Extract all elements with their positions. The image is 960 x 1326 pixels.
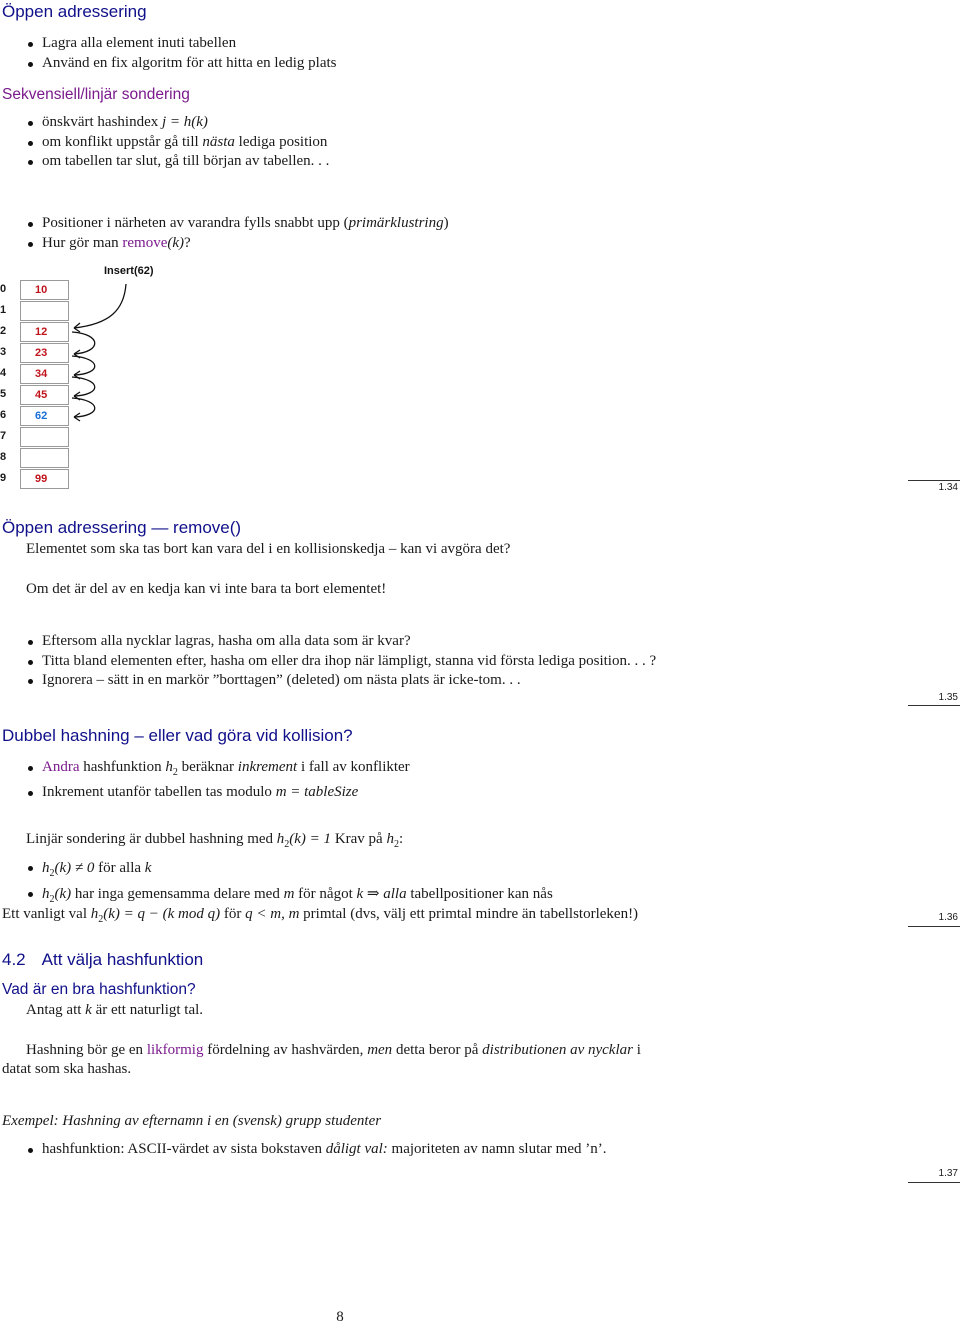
table-index: 6	[0, 409, 7, 421]
subscript: 2	[284, 839, 290, 850]
list-item: Ignorera – sätt in en markör ”borttagen” (deleted) om nästa plats är icke-tom. . .	[26, 671, 656, 691]
subscript: 2	[49, 868, 55, 879]
slide3-paragraph-1	[26, 830, 403, 855]
text: detta beror på	[392, 1042, 483, 1058]
table-cell: 23	[20, 343, 69, 363]
text: Positioner i närheten av varandra fylls snabbt upp (	[42, 215, 349, 231]
slide1-bullets-c	[26, 214, 449, 253]
text: :	[398, 831, 404, 847]
emphasis: Andra	[42, 759, 80, 775]
slide3-bullets-b	[26, 858, 553, 910]
slide-number: 1.36	[938, 912, 958, 923]
slide1-title: Öppen adressering	[2, 2, 147, 21]
text: fördelning av hashvärden,	[203, 1042, 368, 1058]
table-cell: 99	[20, 469, 69, 489]
math: k	[85, 1002, 92, 1018]
table-index: 4	[0, 367, 7, 379]
title-text: Öppen adressering —	[2, 518, 174, 537]
emphasis: nästa	[202, 133, 235, 150]
text: Linjär sondering är dubbel hashning med	[26, 831, 277, 847]
text: tabellpositioner kan nås	[406, 886, 553, 902]
list-item	[26, 133, 329, 153]
table-index: 7	[0, 430, 7, 442]
text: för något	[294, 886, 357, 902]
probe-arrows	[0, 262, 200, 494]
math: h	[386, 831, 394, 847]
slide-number: 1.35	[938, 692, 958, 703]
list-item	[26, 758, 410, 783]
text: för	[220, 906, 246, 922]
table-cell: 45	[20, 385, 69, 405]
slide3-bullets-a	[26, 758, 410, 802]
emphasis: inkrement	[237, 759, 298, 775]
math: (k) = 1	[289, 831, 332, 847]
table-cell: 62	[20, 406, 69, 426]
list-item	[26, 113, 329, 133]
emphasis: men	[367, 1042, 393, 1058]
divider	[908, 1182, 960, 1183]
text: hashfunktion	[79, 759, 166, 775]
text: Inkrement utanför tabellen tas modulo	[42, 783, 276, 800]
subscript: 2	[172, 767, 178, 778]
list-item: om tabellen tar slut, gå till början av tabellen. . .	[26, 152, 329, 172]
math: (k)	[54, 886, 72, 902]
slide2-paragraph-1: Elementet som ska tas bort kan vara del i en kollisionskedja – kan vi avgöra det?	[26, 541, 511, 557]
divider	[908, 480, 960, 481]
section-title: Att välja hashfunktion	[41, 950, 204, 969]
divider	[908, 705, 960, 706]
table-cell: 34	[20, 364, 69, 384]
section-number: 4.2	[2, 950, 26, 969]
math: j = h(k)	[161, 114, 208, 130]
text: primtal (dvs, välj ett primtal mindre än tabellstorleken!)	[299, 906, 639, 922]
text: i	[632, 1042, 641, 1058]
slide4-paragraph-2	[26, 1041, 641, 1061]
math: (k) ≠ 0	[54, 860, 95, 876]
list-item	[26, 234, 449, 254]
text: är ett naturligt tal.	[91, 1002, 204, 1018]
math: h	[42, 860, 50, 876]
text: Antag att	[26, 1002, 86, 1018]
table-cell: 12	[20, 322, 69, 342]
subscript: 2	[98, 914, 104, 925]
math: h	[276, 831, 285, 847]
text: om konflikt uppstår gå till	[42, 133, 203, 150]
text: hashfunktion: ASCII-värdet av sista bokstaven	[42, 1141, 326, 1157]
math: (k)	[167, 234, 185, 251]
text: Hashning bör ge en	[26, 1042, 147, 1058]
text: har inga gemensamma delare med	[71, 886, 284, 902]
emphasis: dåligt val:	[325, 1141, 388, 1157]
text: majoriteten av namn slutar med ’n’.	[387, 1141, 607, 1157]
list-item	[26, 214, 449, 234]
slide-number: 1.34	[938, 482, 958, 493]
subscript: 2	[393, 839, 399, 850]
math: (k) = q − (k mod q)	[103, 906, 221, 922]
list-item: Eftersom alla nycklar lagras, hasha om alla data som är kvar?	[26, 632, 656, 652]
emphasis: likformig	[146, 1042, 204, 1058]
function-name: remove	[122, 234, 168, 251]
math: k	[356, 886, 364, 902]
figure-caption: Insert(62)	[104, 265, 154, 277]
math: k	[144, 860, 152, 876]
list-item	[26, 783, 410, 803]
math: h	[42, 886, 50, 902]
slide-number: 1.37	[938, 1168, 958, 1179]
text: beräknar	[177, 759, 238, 775]
text: ?	[184, 234, 191, 251]
math: h	[90, 906, 99, 922]
example-heading: Exempel: Hashning av efternamn i en (svensk) grupp studenter	[2, 1113, 382, 1129]
math: q < m, m	[245, 906, 300, 922]
table-index: 0	[0, 283, 7, 295]
slide3-paragraph-2	[2, 905, 638, 930]
slide2-bullets	[26, 632, 656, 691]
slide4-paragraph-1	[26, 1001, 203, 1021]
list-item: Lagra alla element inuti tabellen	[26, 34, 337, 54]
slide4-paragraph-2-line2: datat som ska hashas.	[2, 1061, 132, 1077]
emphasis: primärklustring	[348, 215, 444, 231]
table-index: 3	[0, 346, 7, 358]
page-number: 8	[336, 1309, 344, 1325]
slide2-paragraph-2: Om det är del av en kedja kan vi inte bara ta bort elementet!	[26, 581, 387, 597]
table-cell: 10	[20, 280, 69, 300]
slide4-subtitle: Vad är en bra hashfunktion?	[2, 981, 196, 998]
text: Ett vanligt val	[2, 906, 91, 922]
math: m = tableSize	[275, 783, 359, 800]
divider	[908, 926, 960, 927]
implies-symbol: ⇒	[363, 886, 384, 902]
table-index: 2	[0, 325, 7, 337]
table-index: 9	[0, 472, 7, 484]
text: Krav på	[331, 831, 387, 847]
text: för alla	[94, 860, 145, 876]
text: Hur gör man	[42, 234, 123, 251]
text: )	[443, 215, 449, 231]
slide3-title: Dubbel hashning – eller vad göra vid kollision?	[2, 726, 353, 745]
slide1-subtitle: Sekvensiell/linjär sondering	[2, 86, 190, 103]
math: m	[283, 886, 295, 902]
table-index: 1	[0, 304, 7, 316]
text: lediga position	[234, 133, 328, 150]
function-name: remove	[173, 518, 230, 537]
slide2-title	[2, 518, 241, 538]
math: h	[165, 759, 173, 775]
emphasis: alla	[383, 886, 407, 902]
subscript: 2	[49, 894, 55, 905]
list-item: Titta bland elementen efter, hasha om eller dra ihop när lämpligt, stanna vid första lediga position. . . ?	[26, 652, 656, 672]
table-index: 5	[0, 388, 7, 400]
text: i fall av konflikter	[297, 759, 410, 775]
list-item	[26, 1140, 606, 1160]
list-item: Använd en fix algoritm för att hitta en ledig plats	[26, 54, 337, 74]
emphasis: distributionen av nycklar	[482, 1042, 633, 1058]
slide1-bullets-b	[26, 113, 329, 172]
title-parens: ()	[229, 518, 242, 537]
slide1-bullets-a	[26, 34, 337, 73]
hash-table-figure	[0, 262, 200, 494]
list-item	[26, 858, 553, 884]
text: önskvärt hashindex	[42, 114, 162, 130]
table-index: 8	[0, 451, 7, 463]
section-heading	[2, 950, 203, 970]
slide4-bullets	[26, 1140, 606, 1160]
